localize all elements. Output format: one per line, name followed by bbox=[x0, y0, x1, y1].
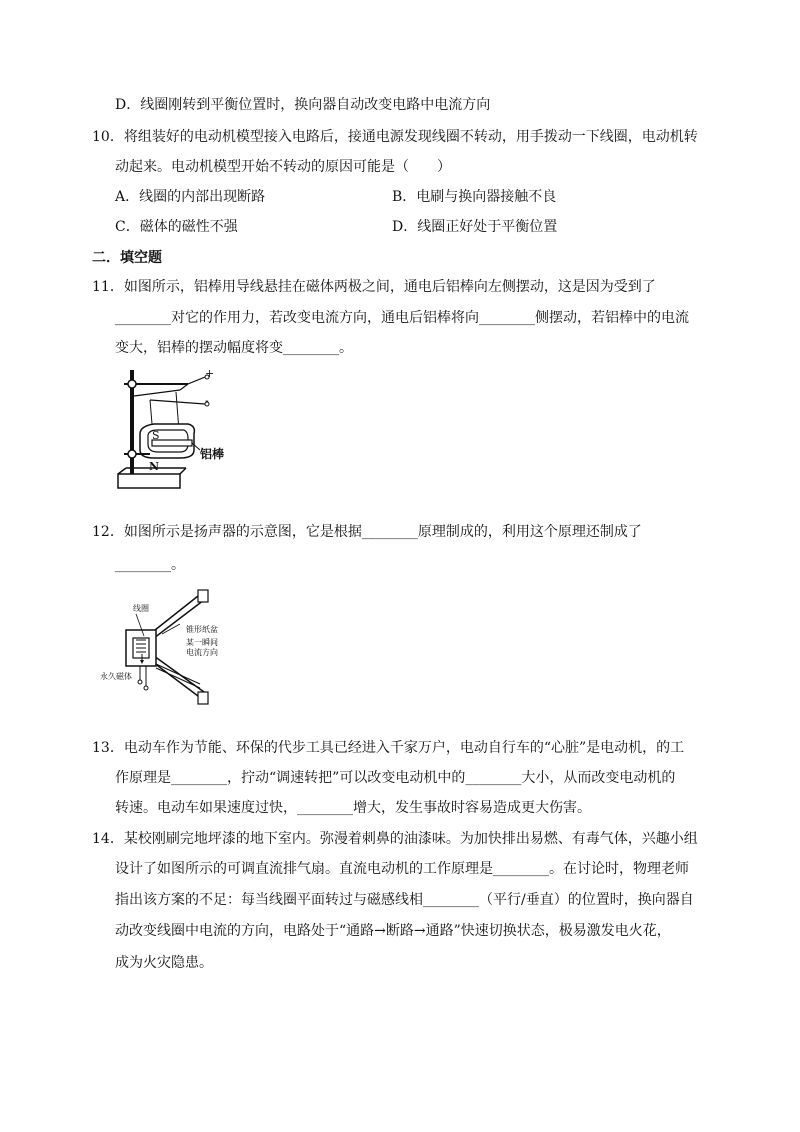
q12-figure-magnet-label: 永久磁体 bbox=[100, 672, 132, 681]
q12-figure-current-label-1: 某一瞬间 bbox=[186, 638, 218, 647]
q11-figure-rod-label: 铝棒 bbox=[200, 447, 225, 461]
q11-text-line3: 变大，铝棒的摆动幅度将变________。 bbox=[115, 340, 353, 356]
q10-text-line2: 动起来。电动机模型开始不转动的原因可能是（ ） bbox=[115, 159, 451, 175]
q14-text-line1: 14．某校刚刷完地坪漆的地下室内。弥漫着刺鼻的油漆味。为加快排出易燃、有毒气体，兴趣小组 bbox=[92, 831, 698, 847]
q10-option-b: B．电刷与换向器接触不良 bbox=[392, 189, 557, 205]
q12-figure-current-label-2: 电流方向 bbox=[186, 648, 218, 657]
q10-text-line1: 10．将组装好的电动机模型接入电路后，接通电源发现线圈不转动，用手拨动一下线圈，电动机转 bbox=[92, 129, 698, 145]
q11-figure-s-pole-label: S bbox=[152, 429, 160, 442]
q14-text-line5: 成为火灾隐患。 bbox=[115, 955, 213, 971]
q13-text-line3: 转速。电动车如果速度过快，________增大，发生事故时容易造成更大伤害。 bbox=[115, 800, 591, 816]
q9-option-d: D．线圈刚转到平衡位置时，换向器自动改变电路中电流方向 bbox=[115, 97, 491, 113]
q10-option-d: D．线圈正好处于平衡位置 bbox=[392, 219, 558, 235]
q11-figure-minus-label: - bbox=[205, 394, 209, 407]
q13-text-line1: 13．电动车作为节能、环保的代步工具已经进入千家万户，电动自行车的“心脏”是电动机，的工 bbox=[92, 740, 685, 756]
q12-figure-coil-label: 线圈 bbox=[133, 604, 149, 613]
q12-text-line1: 12．如图所示是扬声器的示意图，它是根据________原理制成的，利用这个原理还制成了 bbox=[92, 524, 642, 540]
q14-text-line3: 指出该方案的不足：每当线圈平面转过与磁感线相________（平行/垂直）的位置时，换向器自 bbox=[115, 892, 694, 908]
section-title-fill-in: 二．填空题 bbox=[92, 250, 162, 266]
q12-figure-cone-label: 锥形纸盆 bbox=[186, 625, 218, 634]
q11-figure-aluminum-rod-apparatus bbox=[110, 364, 240, 494]
q11-figure-plus-label: + bbox=[205, 367, 215, 380]
q14-text-line2: 设计了如图所示的可调直流排气扇。直流电动机的工作原理是________。在讨论时，物理老师 bbox=[115, 861, 689, 877]
q10-option-a: A．线圈的内部出现断路 bbox=[115, 189, 266, 205]
q11-figure-n-pole-label: N bbox=[149, 460, 160, 473]
q11-text-line2: ________对它的作用力，若改变电流方向，通电后铝棒将向________侧摆动，若铝棒中的电流 bbox=[115, 310, 689, 326]
q14-text-line4: 动改变线圈中电流的方向，电路处于“通路→断路→通路”快速切换状态，极易激发电火花， bbox=[115, 923, 671, 939]
q11-text-line1: 11．如图所示，铝棒用导线悬挂在磁体两极之间，通电后铝棒向左侧摆动，这是因为受到了 bbox=[92, 279, 656, 295]
q10-option-c: C．磁体的磁性不强 bbox=[115, 219, 238, 235]
q13-text-line2: 作原理是________，拧动“调速转把”可以改变电动机中的________大小，从而改变电动机的 bbox=[115, 770, 676, 786]
q12-text-line2: ________。 bbox=[115, 557, 185, 573]
